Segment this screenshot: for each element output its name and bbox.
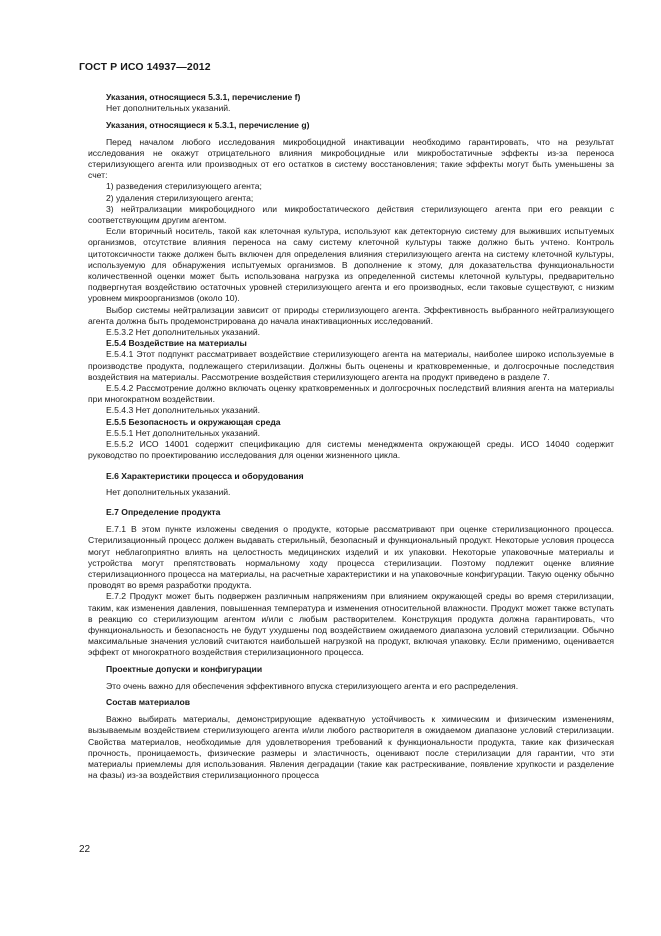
paragraph: Е.7.1 В этом пункте изложены сведения о продукте, которые рассматривают при оценке стерилизационного процесса. Стерилизационный процесс должен выдавать стерильный, безопасный и функциональный продукт. Некоторые условия процесса могут неблагоприятно влиять на целостность медицинских изделий и их упаковки. Некоторые упаковочные материалы и устройства могут препятствовать нормальному ходу процесса стерилизации. Поэтому подлежит оценке влияние стерилизационного процесса на материалы, на расчетные характеристики и на упаковочные конфигурации. Такую оценку обычно проводят во время разработки продукта. (88, 524, 614, 591)
document-body (88, 92, 614, 781)
section-heading: Е.7 Определение продукта (106, 507, 221, 518)
paragraph: Е.5.5.1 Нет дополнительных указаний. (106, 427, 261, 438)
paragraph: 3) нейтрализации микробоцидного или микробостатического действия стерилизующего агента при его реакции с соответствующим другим агентом. (88, 203, 614, 226)
paragraph: Это очень важно для обеспечения эффективного впуска стерилизующего агента и его распределения. (106, 680, 519, 691)
paragraph: Нет дополнительных указаний. (106, 103, 231, 114)
paragraph: Важно выбирать материалы, демонстрирующие адекватную устойчивость к химическим и физическим изменениям, вызываемым воздействием стерилизующего агента и/или любого растворителя в ожидаемом диапазоне условий стерилизации. Свойства материалов, необходимые для удовлетворения требований к функциональности продукта, такие как физическая прочность, проницаемость, физические размеры и эластичность, оценивают после стерилизации для гарантии, что эти материалы приемлемы для использования. Явления деградации (такие как растрескивание, появление хрупкости и разделение на фазы) из-за воздействия стерилизационного процесса (88, 714, 614, 781)
section-heading: Е.6 Характеристики процесса и оборудования (106, 470, 304, 481)
section-heading: Е.5.5 Безопасность и окружающая среда (106, 416, 281, 427)
paragraph: Е.5.4.3 Нет дополнительных указаний. (106, 405, 261, 416)
spacer (88, 498, 614, 507)
paragraph: 1) разведения стерилизующего агента; (106, 181, 262, 192)
paragraph: Е.5.4.2 Рассмотрение должно включать оценку кратковременных и долгосрочных последствий влияния агента на материалы при многократном воздействии. (88, 383, 614, 405)
page-number: 22 (79, 844, 91, 855)
section-heading: Указания, относящиеся 5.3.1, перечисление f) (106, 92, 301, 102)
paragraph: Е.5.5.2 ИСО 14001 содержит спецификацию для системы менеджмента окружающей среды. ИСО 14040 содержит руководство по проектированию исследования для оценки жизненного цикла. (88, 439, 614, 461)
document-header: ГОСТ Р ИСО 14937—2012 (79, 61, 211, 73)
paragraph: 2) удаления стерилизующего агента; (106, 192, 254, 203)
paragraph: Если вторичный носитель, такой как клеточная культура, используют как детекторную систему для выживших испытуемых организмов, отсутствие влияния переноса на саму систему клеточной культуры также должно быть учтено. Контроль цитотоксичности также должен быть включен для определения влияния стерилизующего агента на систему клеточной культуры, используемую для обнаружения испытуемых организмов. В дополнение к этому, для доказательства функциональности количественной оценки может быть использована нагрузка из определенной системы клеточной культуры, предварительно подвергнутая воздействию остаточных уровней стерилизующего агента и его производных, если таковые существуют, с низким уровнем микроорганизмов (около 10). (88, 226, 614, 304)
section-heading: Состав материалов (106, 697, 190, 708)
paragraph: Выбор системы нейтрализации зависит от природы стерилизующего агента. Эффективность выбранного нейтрализующего агента должна быть продемонстрирована до начала инактивационных исследований. (88, 304, 614, 326)
section-heading: Проектные допуски и конфигурации (106, 664, 263, 675)
paragraph: Е.7.2 Продукт может быть подвержен различным напряжениям при влиянием окружающей среды во время стерилизации, таким, как изменения давления, повышенная температура и изменения относительной влажности. Продукт может также вступать в реакцию со стерилизующим агентом и/или с любым растворителем. Конструкция продукта должна гарантировать, что функциональность и безопасность не будут ухудшены под воздействием ожидаемого диапазона условий стерилизации. Обычно максимальные значения условий считаются наибольшей нагрузкой на продукт, включая упаковку. Если применимо, оценивается эффект от многократного воздействия стерилизационного процесса. (88, 591, 614, 658)
section-heading: Указания, относящиеся к 5.3.1, перечисление g) (106, 119, 310, 130)
paragraph: Е.5.4.1 Этот подпункт рассматривает воздействие стерилизующего агента на материалы, наиболее широко используемые в производстве продукта, подлежащего стерилизации. Должны быть оценены и кратковременные, и долгосрочные последствия воздействия на материалы. Рассмотрение воздействия стерилизующего агента на продукт приведено в разделе 7. (88, 349, 614, 382)
spacer (88, 462, 614, 471)
paragraph: Перед началом любого исследования микробоцидной инактивации необходимо гарантировать, что на результат исследования не окажут отрицательного влияния микробоцидные или микробостатичные эффекты из-за переноса стерилизующего агента или производных от его остатков в систему восстановления; такие эффекты могут быть уменьшены за счет: (88, 136, 614, 181)
paragraph: Е.5.3.2 Нет дополнительных указаний. (106, 327, 261, 338)
section-heading: Е.5.4 Воздействие на материалы (106, 338, 247, 349)
paragraph: Нет дополнительных указаний. (106, 487, 231, 498)
